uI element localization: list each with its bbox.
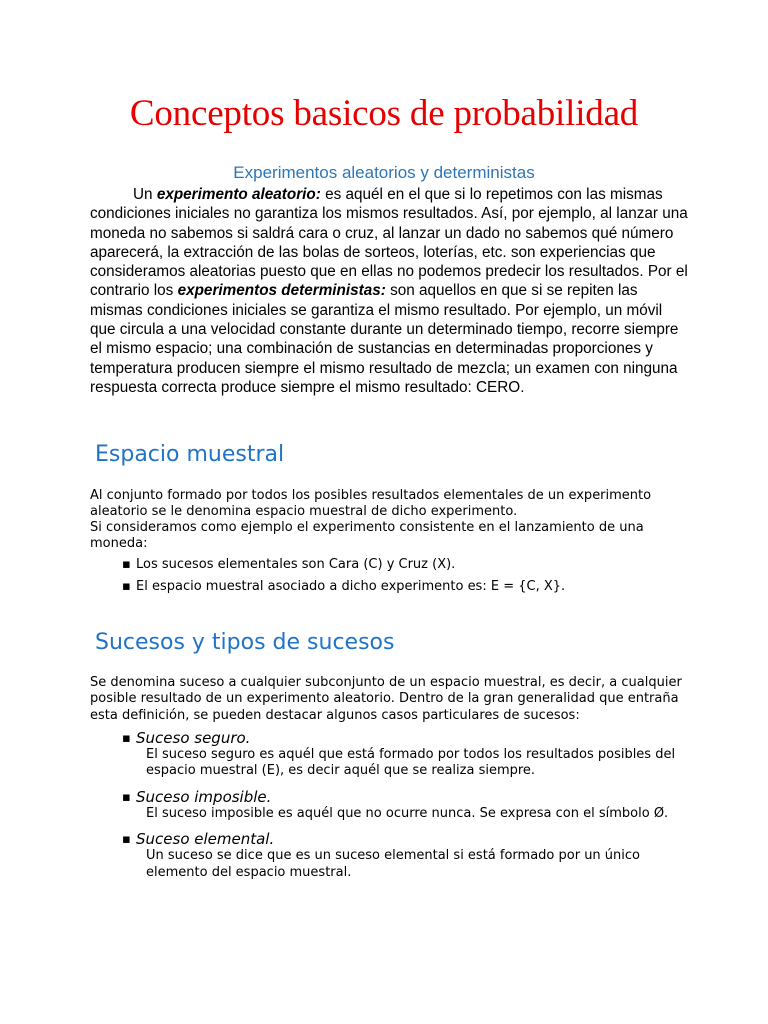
bullet-square-icon: ▪ — [122, 557, 131, 572]
bullet-square-icon: ▪ — [122, 832, 131, 848]
list-item-text: El espacio muestral asociado a dicho experimento es: E = {C, X}. — [136, 579, 566, 594]
type-desc-imposible: El suceso imposible es aquél que no ocurre nunca. Se expresa con el símbolo Ø. — [146, 805, 669, 821]
term-experimentos-deterministas: experimentos deterministas: — [177, 282, 386, 300]
type-name-imposible: Suceso imposible. — [136, 787, 272, 806]
intro-paragraph — [90, 185, 690, 397]
list-item — [120, 729, 690, 780]
espacio-bullet-list — [120, 557, 690, 601]
section-subtitle: Experimentos aleatorios y deterministas — [233, 163, 535, 182]
sucesos-types-list — [120, 729, 690, 889]
sucesos-definition: Se denomina suceso a cualquier subconjunto de un espacio muestral, es decir, a cualquier posible resultado de un experimento aleatorio. Dentro de la gran generalidad que entraña esta definición, se pueden destacar algunos casos particulares de sucesos: — [90, 675, 682, 723]
type-desc-elemental: Un suceso se dice que es un suceso elemental si está formado por un único elemento del espacio muestral. — [146, 848, 640, 880]
espacio-definition: Al conjunto formado por todos los posibles resultados elementales de un experimento aleatorio se le denomina espacio muestral de dicho experimento. — [90, 488, 652, 520]
type-name-elemental: Suceso elemental. — [136, 830, 275, 849]
type-name-seguro: Suceso seguro. — [136, 729, 251, 747]
bullet-square-icon: ▪ — [122, 731, 131, 746]
intro-text-end: son aquellos en que si se repiten las mismas condiciones iniciales se garantiza el mismo resultado. Por ejemplo, un móvil que circula a una velocidad constante durante un determinado tiempo, recorre siempre el mismo espacio; una combinación de sustancias en determinadas proporciones y temperatura producen siempre el mismo resultado de mezcla; un examen con ninguna respuesta correcta produce siempre el mismo resultado: CERO. — [90, 282, 679, 396]
heading-espacio-muestral: Espacio muestral — [95, 442, 285, 467]
list-item — [120, 557, 690, 573]
type-desc-seguro: El suceso seguro es aquél que está formado por todos los resultados posibles del espacio muestral (E), es decir aquél que se realiza siempre. — [146, 747, 676, 779]
list-item — [120, 830, 690, 881]
bullet-square-icon: ▪ — [122, 579, 131, 594]
intro-text-start: Un — [133, 186, 157, 203]
page-title: Conceptos basicos de probabilidad — [129, 93, 639, 134]
heading-sucesos: Sucesos y tipos de sucesos — [95, 630, 395, 655]
bullet-square-icon: ▪ — [122, 789, 131, 805]
list-item-text: Los sucesos elementales son Cara (C) y Cruz (X). — [136, 557, 456, 572]
espacio-example-intro: Si consideramos como ejemplo el experimento consistente en el lanzamiento de una moneda: — [90, 520, 644, 552]
list-item — [120, 788, 690, 822]
list-item — [120, 579, 690, 595]
term-experimento-aleatorio: experimento aleatorio: — [156, 186, 321, 203]
intro-text-middle: es aquél en el que si lo repetimos con las mismas condiciones iniciales no garantiza los mismos resultados. Así, por ejemplo, al lanzar una moneda no sabemos si saldrá cara o cruz, al lanzar un dado no sabemos qué número aparecerá, la extracción de las bolas de sorteos, loterías, etc. son experiencias que consideramos aleatorias puesto que en ellas no podemos predecir los resultados. Por el contrario los — [90, 186, 688, 300]
